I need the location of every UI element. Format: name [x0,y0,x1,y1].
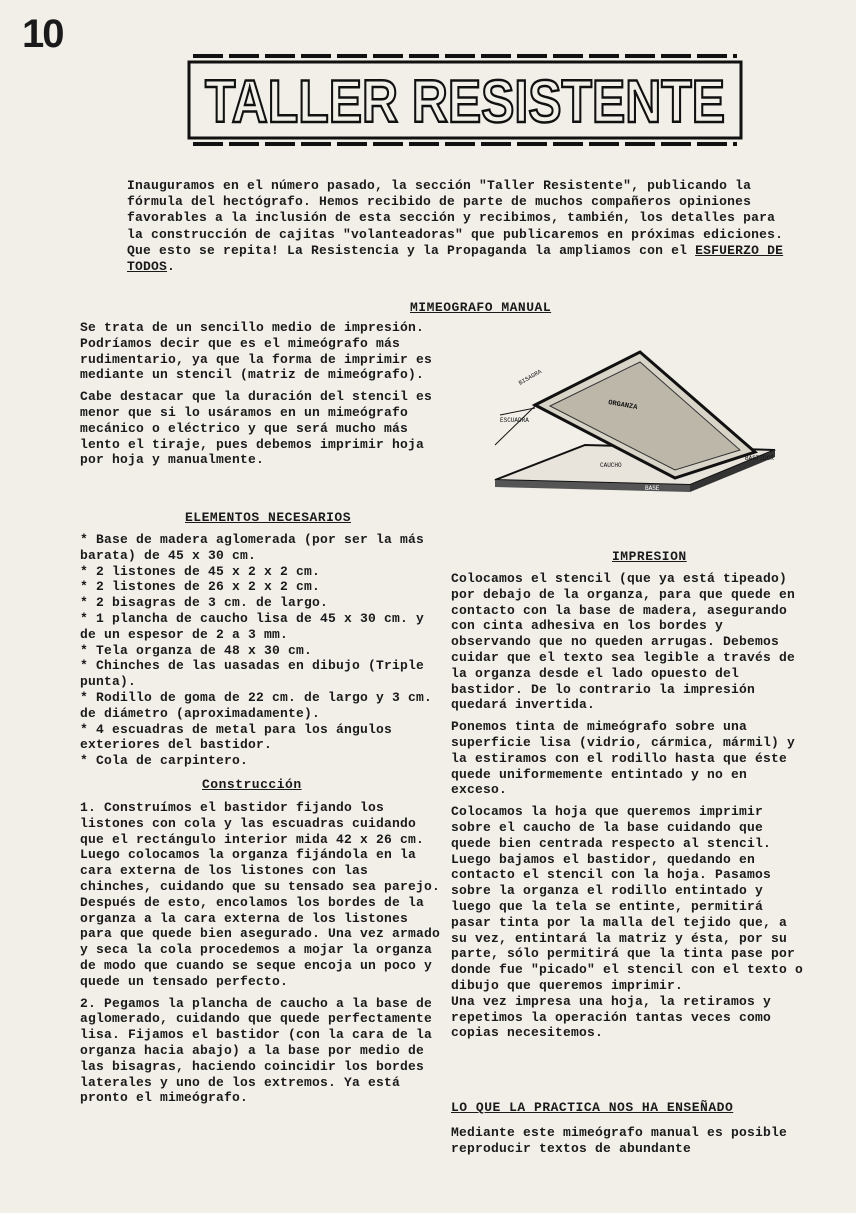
lessons-text: Mediante este mimeógrafo manual es posible reproducir textos de abundante [451,1125,788,1156]
elements-heading: ELEMENTOS NECESARIOS [185,510,352,525]
intro-text: Inauguramos en el número pasado, la sección "Taller Resistente", publicando la fórmula del hectógrafo. Hemos recibido de parte de muchos compañeros opiniones favorables a la inclusión de esta sección y recibimos, también, los detalles para la construcción de cajitas "volanteadoras" que publicaremos en próximas ediciones. [127,178,784,242]
construction-paragraph: 1. Construímos el bastidor fijando los listones con cola y las escuadras cuidando que el rectángulo interior mida 42 x 26 cm. Luego colocamos la organza fijándola en la cara externa de los listones con las chinches, cuidando que su tensado sea parejo. Después de esto, encolamos los bordes de la organza a la cara externa de los listones para que quede bien asegurado. Una vez armado y seca la cola procedemos a mojar la organza de modo que cuando se seque encoja un poco y quede un tensado perfecto. [80,800,441,989]
construction-paragraph: 2. Pegamos la plancha de caucho a la base de aglomerado, cuidando que quede perfectamente lisa. Fijamos el bastidor (con la cara de la organza hacia abajo) a la base por medio de las bisagras, haciendo coincidir los bordes laterales y uno de los extremos. Ya está pronto el mimeógrafo. [80,995,433,1106]
article-heading: MIMEOGRAFO MANUAL [410,300,552,315]
construction-heading: Construcción [202,777,302,792]
printing-paragraph: Colocamos el stencil (que ya está tipeado) por debajo de la organza, para que quede en contacto con la base de madera, asegurando con cinta adhesiva en los bordes y observando que no queden arrugas. Debemos cuidar que el texto sea legible a través de la organza desde el lado opuesto del bastidor. De lo contrario la impresión quedará invertida. [451,571,796,713]
article-paragraph: Cabe destacar que la duración del stencil es menor que si lo usáramos en un mimeógrafo mecánico o eléctrico y que será mucho más lento el tiraje, pues debemos imprimir hoja por hoja y manualmente. [80,389,433,468]
elements-list [80,532,445,769]
list-item: * 2 bisagras de 3 cm. de largo. [80,595,329,611]
article-paragraph: Se trata de un sencillo medio de impresión. Podríamos decir que es el mimeógrafo más rudimentario, ya que la forma de imprimir es mediante un stencil (matriz de mimeógrafo). [80,320,433,383]
printing-heading: IMPRESION [612,549,687,564]
construction-body [80,800,445,1112]
section-title-banner [185,50,745,150]
list-item: * 1 plancha de caucho lisa de 45 x 30 cm. y de un espesor de 2 a 3 mm. [80,610,425,642]
intro-closing: Que esto se repita! La Resistencia y la Propaganda la ampliamos con el [127,242,688,258]
list-item: * Cola de carpintero. [80,753,249,769]
list-item: * 2 listones de 45 x 2 x 2 cm. [80,563,321,579]
list-item: * 2 listones de 26 x 2 x 2 cm. [80,579,321,595]
section-title: TALLER RESISTENTE [205,68,725,135]
page-number: 10 [22,12,63,56]
intro-column [80,320,445,474]
lessons-heading: LO QUE LA PRACTICA NOS HA ENSEÑADO [451,1100,734,1115]
printing-paragraph: Una vez impresa una hoja, la retiramos y repetimos la operación tantas veces como copias necesitemos. [451,993,772,1041]
printing-body [451,571,811,1047]
label-caucho: CAUCHO [600,462,622,469]
printing-paragraph: Ponemos tinta de mimeógrafo sobre una superficie lisa (vidrio, cármica, mármil) y la estiramos con el rodillo hasta que éste quede uniformemente entintado y no en exceso. [451,719,796,798]
label-base: BASE [645,485,660,492]
printing-paragraph: Colocamos la hoja que queremos imprimir sobre el caucho de la base cuidando que quede bien centrada respecto al stencil. Luego bajamos el bastidor, quedando en contacto el stencil con la hoja. Pasamos sobre la organza el rodillo entintado y luego que la tela se entinte, permitirá pasar tinta por la malla del tejido que, a su vez, entintará la matriz y ésta, por su parte, sólo permitirá que la tinta pase por donde fue "picado" el stencil con el texto o dibujo que queremos imprimir. [451,804,804,993]
mimeograph-illustration [490,340,780,500]
intro-emphasis: ESFUERZO DE TODOS [127,242,784,275]
label-escuadra: ESCUADRA [500,417,529,424]
list-item: * Rodillo de goma de 22 cm. de largo y 3 cm. de diámetro (aproximadamente). [80,689,433,721]
list-item: * Tela organza de 48 x 30 cm. [80,642,313,658]
label-bastidor: BASTIDOR [745,455,774,462]
list-item: * 4 escuadras de metal para los ángulos exteriores del bastidor. [80,721,393,753]
intro-paragraph: Inauguramos en el número pasado, la sección "Taller Resistente", publicando la fórmula del hectógrafo. Hemos recibido de parte de muchos compañeros opiniones favorables a la inclusión de esta sección y recibimos, también, los detalles para la construcción de cajitas "volanteadoras" que publicaremos en próximas ediciones. Que esto se repita! La Resistencia y la Propaganda la ampliamos con el ESFUERZO DE TODOS. [127,178,784,275]
list-item: * Base de madera aglomerada (por ser la más barata) de 45 x 30 cm. [80,532,425,563]
label-bisagra: BISAGRA [517,368,543,387]
list-item: * Chinches de las uasadas en dibujo (Triple punta). [80,658,425,690]
label-organza: ORGANZA [607,399,638,413]
